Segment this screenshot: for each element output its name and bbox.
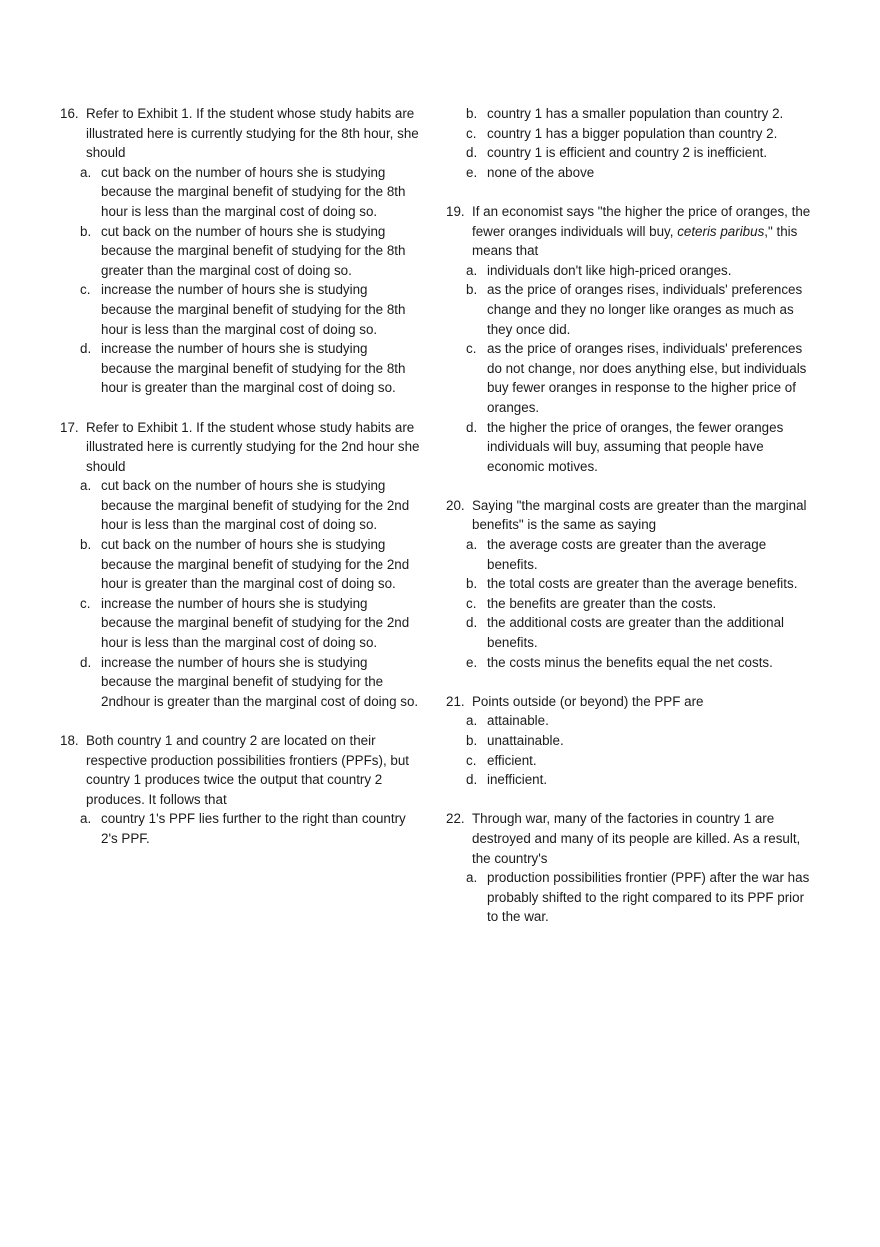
answer-choice [446, 124, 811, 144]
question-number: 21. [446, 693, 465, 709]
question-text: Points outside (or beyond) the PPF are [472, 693, 704, 709]
answer-choice [446, 535, 811, 574]
choice-letter: c. [466, 341, 477, 357]
choice-text: the higher the price of oranges, the fewer oranges individuals will buy, assuming that people have economic motives. [487, 419, 784, 474]
answer-choice [446, 143, 811, 163]
answer-choice [446, 770, 811, 790]
choice-text: cut back on the number of hours she is studying because the marginal benefit of studying for the 2nd hour is less than the marginal cost of doing so. [101, 478, 410, 533]
answer-choice [60, 163, 420, 222]
answer-choice [60, 535, 420, 594]
question-number: 19. [446, 203, 465, 219]
choice-text: none of the above [487, 164, 595, 180]
answer-choice [446, 418, 811, 477]
question-stem [60, 731, 420, 809]
choice-letter: b. [466, 576, 478, 592]
choice-letter: b. [466, 106, 478, 121]
answer-choice [60, 476, 420, 535]
choice-text: the benefits are greater than the costs. [487, 595, 717, 611]
choice-letter: c. [466, 752, 477, 768]
choice-text: the costs minus the benefits equal the net costs. [487, 654, 773, 670]
choice-letter: b. [80, 537, 92, 553]
choice-letter: c. [80, 595, 91, 611]
choice-text: cut back on the number of hours she is studying because the marginal benefit of studying for the 8th greater than the marginal cost of doing so. [101, 223, 406, 278]
answer-choice [60, 222, 420, 281]
choice-text: inefficient. [487, 772, 548, 788]
question-17 [60, 418, 420, 712]
answer-choice [446, 751, 811, 771]
question-text-end: ," this means that [472, 223, 798, 259]
choice-letter: b. [466, 282, 478, 298]
choice-letter: a. [466, 713, 478, 729]
question-stem [446, 496, 811, 535]
answer-choice [60, 280, 420, 339]
answer-choice [446, 574, 811, 594]
question-text: Through war, many of the factories in country 1 are destroyed and many of its people are killed. As a result, the country's [472, 811, 801, 866]
question-number: 16. [60, 106, 79, 121]
choice-text: country 1's PPF lies further to the right than country 2's PPF. [101, 811, 406, 846]
answer-choice [446, 280, 811, 339]
choice-letter: d. [466, 772, 478, 788]
question-19 [446, 202, 811, 476]
answer-choice [446, 613, 811, 652]
choice-text: increase the number of hours she is studying because the marginal benefit of studying for the 8th hour is less than the marginal cost of doing so. [101, 282, 406, 337]
choice-letter: d. [466, 615, 478, 631]
choice-letter: c. [466, 595, 477, 611]
question-text: Saying "the marginal costs are greater than the marginal benefits" is the same as saying [472, 497, 807, 533]
question-text: Refer to Exhibit 1. If the student whose study habits are illustrated here is currently studying for the 2nd hour she should [86, 419, 420, 474]
choice-text: as the price of oranges rises, individuals' preferences change and they no longer like oranges as much as they once did. [487, 282, 803, 337]
choice-letter: a. [466, 870, 478, 886]
choice-text: cut back on the number of hours she is studying because the marginal benefit of studying for the 8th hour is less than the marginal cost of doing so. [101, 164, 406, 219]
answer-choice [60, 339, 420, 398]
question-text: Both country 1 and country 2 are located on their respective production possibilities frontiers (PPFs), but country 1 produces twice the output that country 2 produces. It follows that [86, 733, 409, 807]
choice-letter: e. [466, 164, 478, 180]
question-20 [446, 496, 811, 672]
answer-choice [446, 339, 811, 417]
question-16 [60, 104, 420, 398]
answer-choice [446, 731, 811, 751]
answer-choice [60, 809, 420, 848]
choice-text: increase the number of hours she is studying because the marginal benefit of studying for the 2ndhour is greater than the marginal cost of doing so. [101, 654, 419, 709]
choice-letter: c. [466, 125, 477, 141]
choice-letter: b. [80, 223, 92, 239]
question-18 [60, 731, 420, 849]
choice-letter: a. [466, 537, 478, 553]
choice-text: the additional costs are greater than the additional benefits. [487, 615, 785, 651]
question-number: 17. [60, 419, 79, 435]
answer-choice [446, 163, 811, 183]
choice-letter: a. [80, 811, 92, 827]
choice-text: attainable. [487, 713, 549, 729]
choice-letter: d. [466, 419, 478, 435]
choice-text: country 1 has a smaller population than country 2. [487, 106, 784, 121]
choice-text: increase the number of hours she is studying because the marginal benefit of studying for the 8th hour is greater than the marginal cost of doing so. [101, 341, 406, 396]
question-21 [446, 692, 811, 790]
question-text: Refer to Exhibit 1. If the student whose study habits are illustrated here is currently studying for the 8th hour, she should [86, 106, 419, 161]
right-column [446, 104, 811, 927]
question-stem [60, 104, 420, 163]
choice-letter: e. [466, 654, 478, 670]
question-stem [60, 418, 420, 477]
choice-letter: b. [466, 733, 478, 748]
choice-text: production possibilities frontier (PPF) after the war has probably shifted to the right compared to its PPF prior to the war. [487, 870, 810, 925]
answer-choice [446, 104, 811, 124]
choice-text: individuals don't like high-priced oranges. [487, 262, 732, 278]
question-stem [446, 692, 811, 712]
choice-text: the average costs are greater than the average benefits. [487, 537, 767, 572]
choice-text: the total costs are greater than the average benefits. [487, 576, 798, 592]
answer-choice [60, 594, 420, 653]
left-column [60, 104, 420, 849]
choice-text: increase the number of hours she is studying because the marginal benefit of studying for the 2nd hour is less than the marginal cost of doing so. [101, 595, 410, 651]
answer-choice [446, 711, 811, 731]
choice-letter: a. [466, 262, 478, 278]
question-number: 20. [446, 497, 465, 513]
question-number: 22. [446, 811, 465, 827]
choice-letter: d. [80, 341, 92, 357]
choice-text: efficient. [487, 752, 537, 768]
answer-choice [446, 594, 811, 614]
choice-text: as the price of oranges rises, individuals' preferences do not change, nor does anything else, but individuals buy fewer oranges in response to the higher price of oranges. [487, 341, 807, 415]
choice-text: unattainable. [487, 733, 564, 748]
choice-text: cut back on the number of hours she is studying because the marginal benefit of studying for the 2nd hour is greater than the marginal cost of doing so. [101, 537, 410, 592]
question-text-italic: ceteris paribus [677, 223, 765, 239]
question-text: If an economist says "the higher the price of oranges, the fewer oranges individuals will buy, [472, 203, 811, 239]
question-18-continued [446, 104, 811, 182]
answer-choice [446, 653, 811, 673]
answer-choice [60, 653, 420, 712]
choice-letter: d. [80, 654, 92, 670]
question-stem [446, 809, 811, 868]
choice-letter: d. [466, 145, 478, 161]
question-number: 18. [60, 733, 79, 748]
question-stem [446, 202, 811, 261]
answer-choice [446, 261, 811, 281]
choice-letter: c. [80, 282, 91, 298]
answer-choice [446, 868, 811, 927]
choice-text: country 1 is efficient and country 2 is inefficient. [487, 145, 768, 161]
choice-letter: a. [80, 478, 92, 494]
choice-text: country 1 has a bigger population than country 2. [487, 125, 778, 141]
choice-letter: a. [80, 164, 92, 180]
question-22 [446, 809, 811, 927]
